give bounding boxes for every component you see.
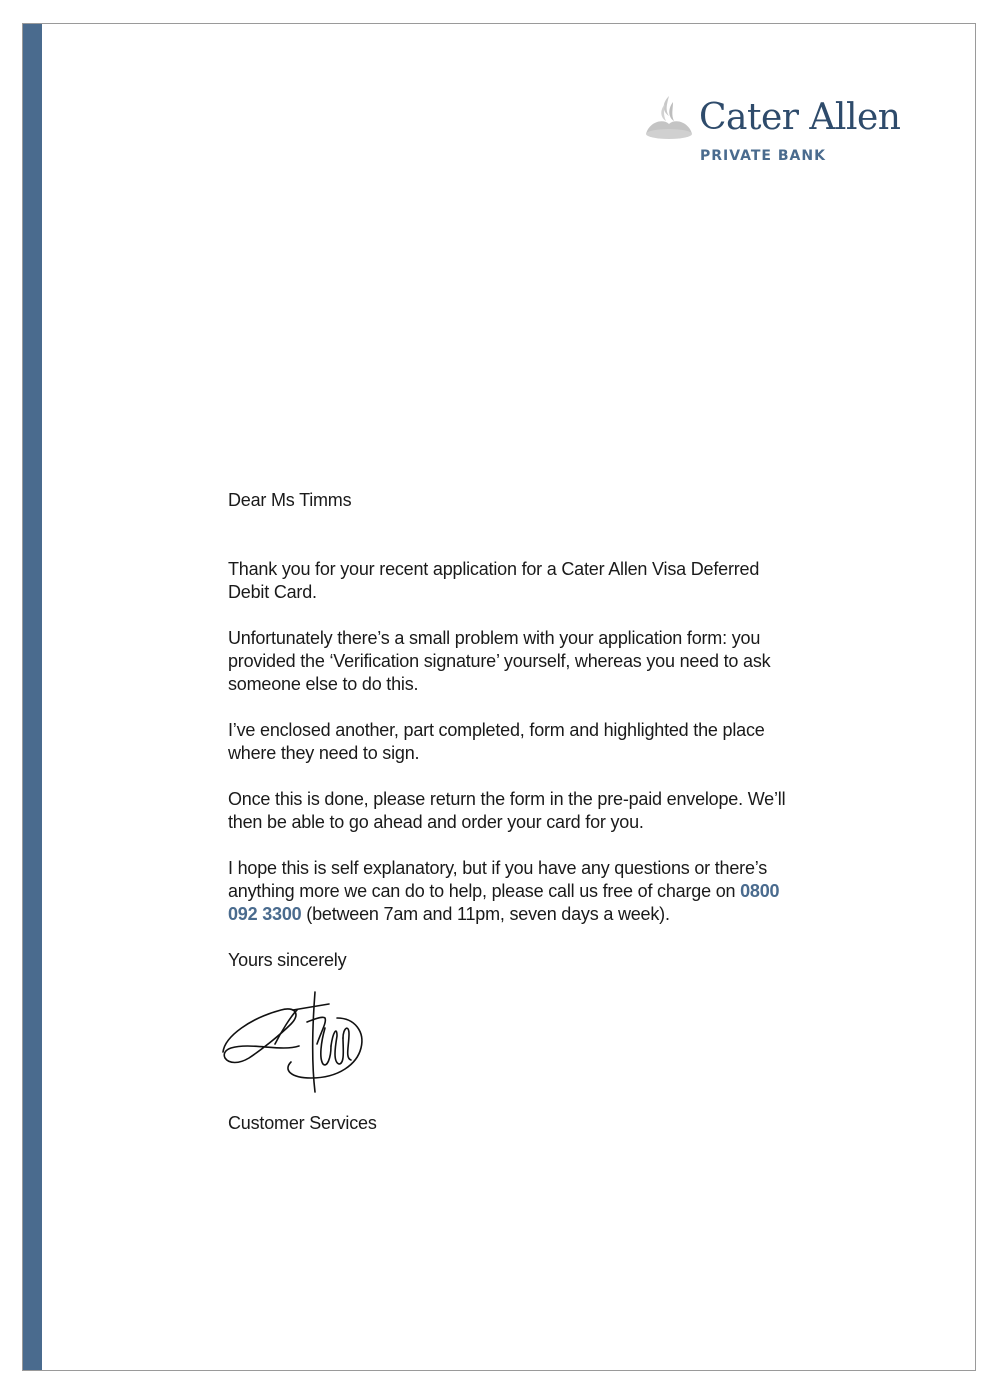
flame-icon [643, 94, 695, 140]
contact-text-before: I hope this is self explanatory, but if you have any questions or there’s anything more we can do to help, please call us free of charge on [228, 858, 768, 901]
salutation: Dear Ms Timms [228, 490, 352, 510]
signature-icon [221, 988, 366, 1096]
paragraph-4: Once this is done, please return the form in the pre-paid envelope. We’ll then be able to go ahead and order your card for you. [228, 789, 786, 832]
paragraph-2: Unfortunately there’s a small problem with your application form: you provided the ‘Verification signature’ yourself, whereas you need to ask someone else to do this. [228, 628, 771, 694]
paragraph-1: Thank you for your recent application for a Cater Allen Visa Deferred Debit Card. [228, 559, 760, 602]
contact-paragraph [228, 857, 788, 926]
side-accent-bar [23, 24, 42, 1370]
paragraph-3: I’ve enclosed another, part completed, form and highlighted the place where they need to sign. [228, 720, 765, 763]
signatory: Customer Services [228, 1113, 377, 1133]
bank-logo [643, 92, 903, 172]
letter-body [228, 489, 788, 1135]
bank-name: Cater Allen [699, 97, 901, 138]
bank-subtitle: PRIVATE BANK [700, 148, 826, 164]
contact-text-after: (between 7am and 11pm, seven days a week). [301, 904, 670, 924]
phone-number: 0800 092 3300 [228, 881, 780, 924]
letter-page [22, 23, 976, 1371]
closing: Yours sincerely [228, 950, 347, 970]
